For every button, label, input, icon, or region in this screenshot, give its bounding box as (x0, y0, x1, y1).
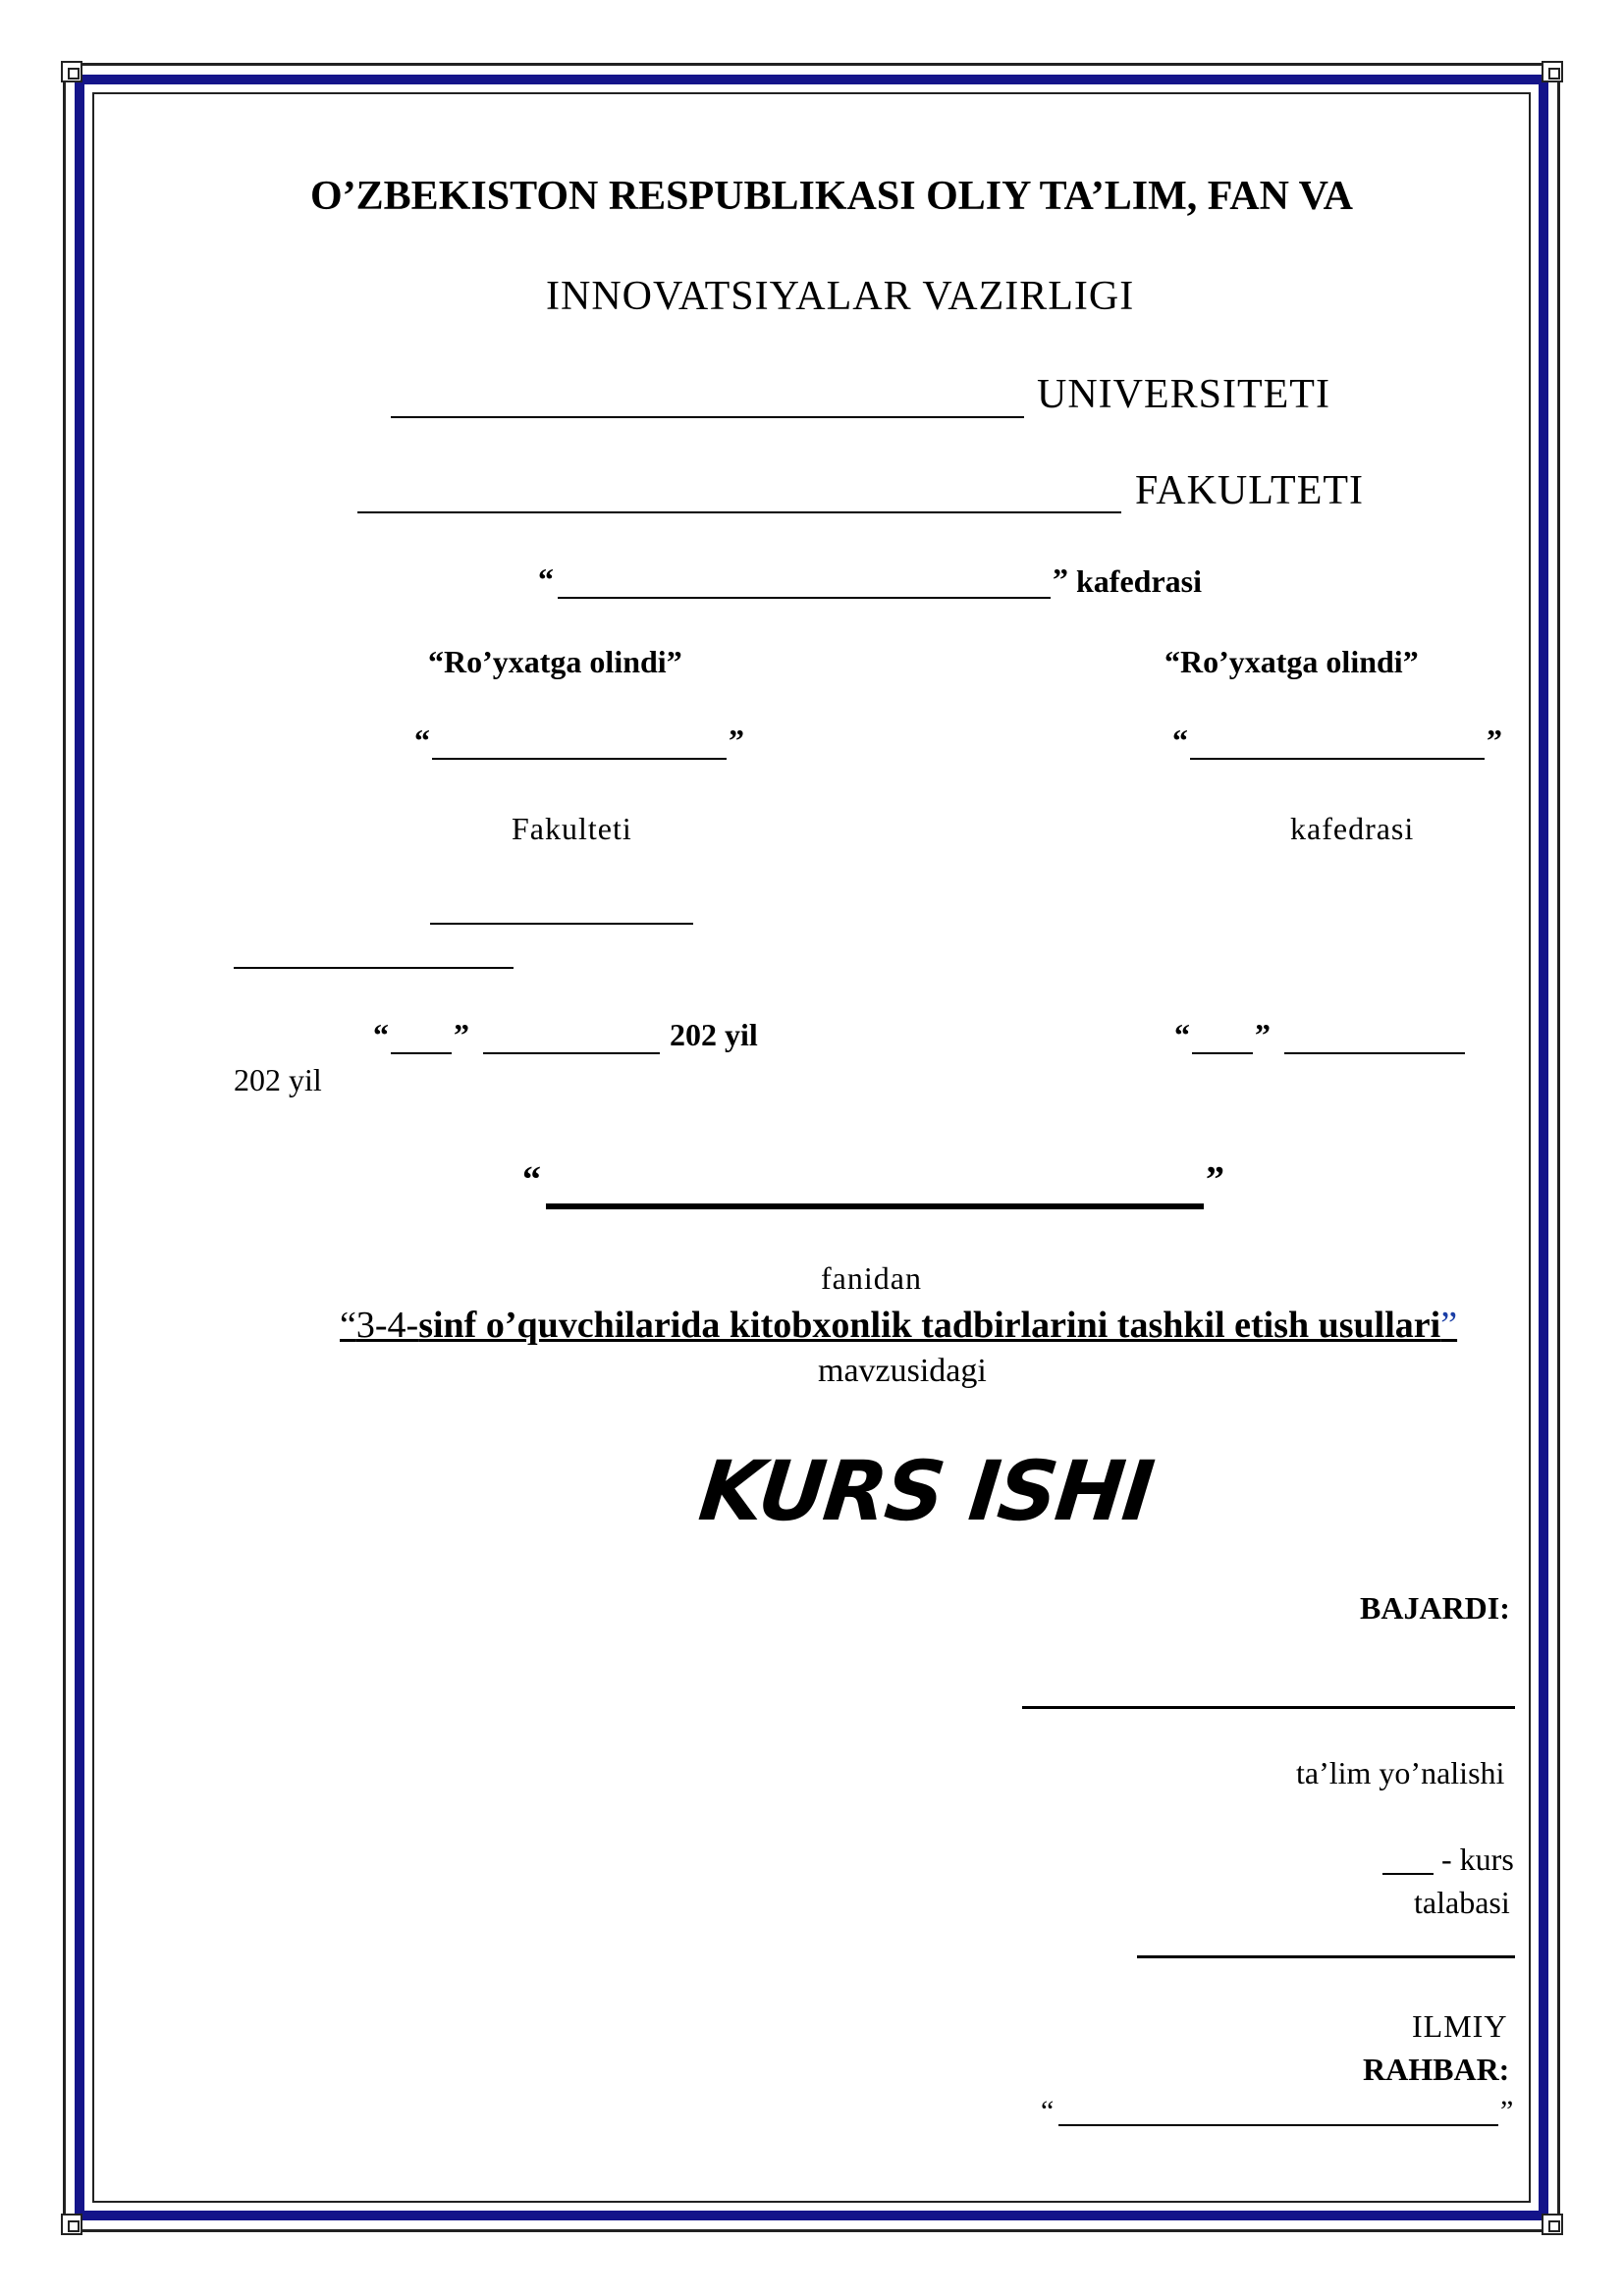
supervisor-name-blank (1058, 2124, 1498, 2126)
registration-right-label: kafedrasi (1290, 811, 1415, 846)
mavzusidagi-label: mavzusidagi (818, 1353, 987, 1389)
ministry-line-1: O’ZBEKISTON RESPUBLIKASI OLIY TA’LIM, FAN VA (310, 174, 1353, 219)
right-name-blank (1190, 758, 1485, 760)
right-close-quote: ” (1487, 722, 1502, 758)
right-date-suffix: 202 yil (234, 1062, 322, 1097)
student-name-blank (1022, 1706, 1515, 1709)
department-close-quote: ” (1053, 561, 1068, 597)
course-number-blank (1382, 1873, 1434, 1875)
registration-left-title: “Ro’yxatga olindi” (428, 644, 682, 679)
registration-left-label: Fakulteti (512, 811, 632, 846)
university-blank (391, 416, 1024, 418)
student-fullname-blank (1137, 1955, 1515, 1958)
right-date-day-blank (1192, 1052, 1253, 1054)
topic-close-quote: ” (1440, 1305, 1458, 1346)
work-title: KURS ISHI (694, 1443, 1158, 1539)
left-close-quote: ” (729, 722, 744, 758)
faculty-label: FAKULTETI (1135, 468, 1364, 513)
topic-title: sinf o’quvchilarida kitobxonlik tadbirlarini tashkil etish usullari (418, 1305, 1441, 1346)
subject-close-quote: ” (1206, 1159, 1224, 1201)
supervisor-label-2: RAHBAR: (1363, 2052, 1510, 2087)
subject-blank (546, 1203, 1204, 1209)
bajardi-label: BAJARDI: (1360, 1590, 1510, 1626)
topic-prefix: 3-4- (355, 1305, 419, 1346)
ministry-line-2: INNOVATSIYALAR VAZIRLIGI (546, 274, 1135, 319)
right-open-quote: “ (1172, 722, 1188, 758)
registration-right-title: “Ro’yxatga olindi” (1164, 644, 1419, 679)
department-label: kafedrasi (1076, 563, 1202, 599)
left-date-day-open-quote: “ (373, 1017, 389, 1052)
frame-corner-ornament (1542, 61, 1563, 82)
left-date-month-blank (483, 1052, 660, 1054)
left-date-day-close-quote: ” (454, 1017, 469, 1052)
fanidan-label: fanidan (821, 1260, 922, 1296)
frame-corner-ornament (1542, 2214, 1563, 2235)
left-date-suffix: 202 yil (670, 1017, 758, 1052)
department-open-quote: “ (538, 561, 554, 597)
right-date-day-close-quote: ” (1255, 1017, 1271, 1052)
direction-label: ta’lim yo’nalishi (1296, 1755, 1505, 1790)
left-open-quote: “ (414, 722, 430, 758)
supervisor-open-quote: “ (1041, 2095, 1055, 2127)
supervisor-close-quote: ” (1500, 2095, 1514, 2127)
left-signature-blank (430, 923, 693, 925)
left-name-blank (432, 758, 727, 760)
topic-line (340, 1304, 1457, 1347)
topic-open-quote: “ (340, 1305, 356, 1346)
right-date-day-open-quote: “ (1174, 1017, 1190, 1052)
right-signature-blank (234, 967, 514, 969)
student-label: talabasi (1414, 1885, 1510, 1920)
university-label: UNIVERSITETI (1037, 372, 1330, 417)
frame-corner-ornament (61, 61, 82, 82)
course-label: - kurs (1441, 1842, 1514, 1877)
right-date-month-blank (1284, 1052, 1465, 1054)
department-blank (558, 597, 1051, 599)
faculty-blank (357, 511, 1121, 513)
subject-open-quote: “ (522, 1159, 541, 1201)
supervisor-label-1: ILMIY (1412, 2008, 1508, 2044)
frame-corner-ornament (61, 2214, 82, 2235)
left-date-day-blank (391, 1052, 452, 1054)
